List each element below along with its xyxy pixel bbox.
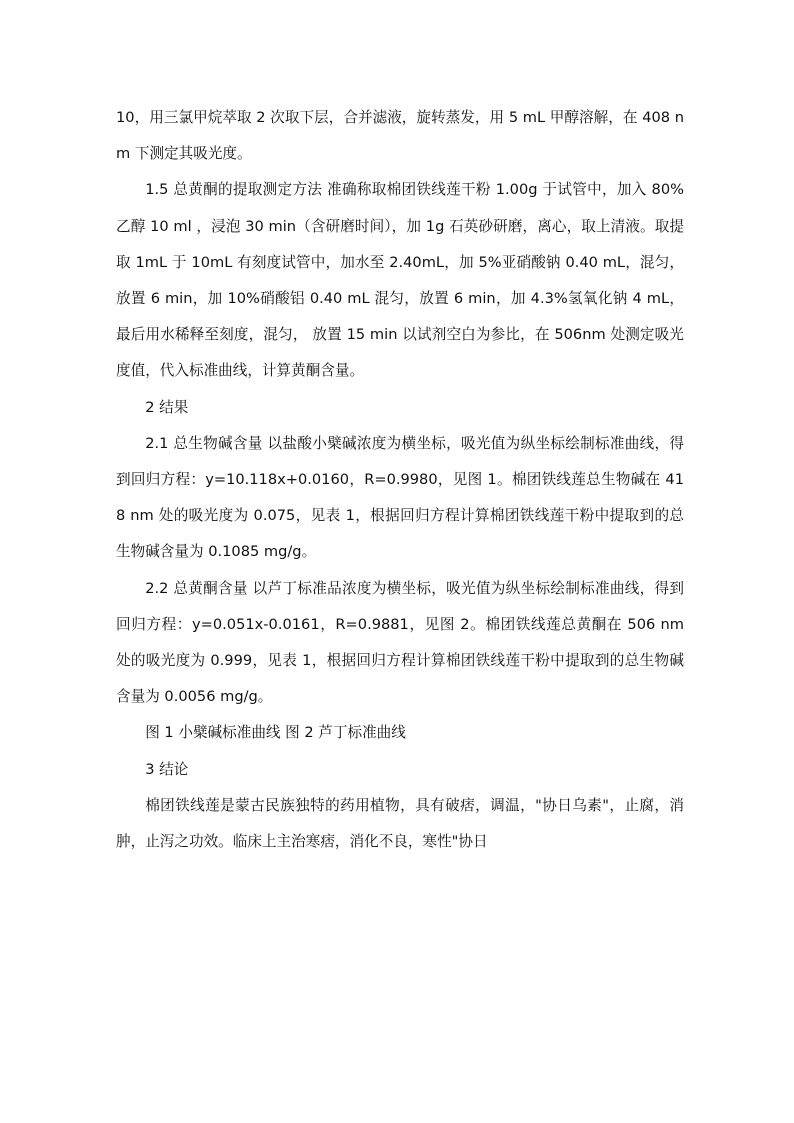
paragraph-conclusion: 棉团铁线莲是蒙古民族独特的药用植物，具有破痞，调温，"协日乌素"，止腐，消肿，止泻之功效。临床上主治寒痞，消化不良，寒性"协日: [116, 796, 684, 851]
section-heading-results: 2 结果: [145, 398, 189, 416]
paragraph-flavonoid-method: 1.5 总黄酮的提取测定方法 准确称取棉团铁线莲干粉 1.00g 于试管中，加入 80%乙醇 10 ml ，浸泡 30 min（含研磨时间），加 1g 石英砂研磨，离心，取上清液。取提取 1mL 于 10mL 有刻度试管中，加水至 2.40mL，加 5%亚硝酸钠 0.40 mL，混匀，放置 6 min，加 10%硝酸铝 0.40 mL 混匀，放置 6 min，加 4.3%氢氧化钠 4 mL，最后用水稀释至刻度，混匀， 放置 15 min 以试剂空白为参比，在 506nm 处测定吸光度值，代入标准曲线，计算黄酮含量。: [116, 181, 684, 380]
paragraph-method-continuation: 10，用三氯甲烷萃取 2 次取下层，合并滤液，旋转蒸发，用 5 mL 甲醇溶解，在 408 nm 下测定其吸光度。: [116, 109, 684, 163]
document-body: [116, 100, 684, 860]
paragraph-total-flavonoid: 2.2 总黄酮含量 以芦丁标准品浓度为横坐标，吸光值为纵坐标绘制标准曲线，得到回归方程：y=0.051x-0.0161，R=0.9881，见图 2。棉团铁线莲总黄酮在 506 nm 处的吸光度为 0.999，见表 1，根据回归方程计算棉团铁线莲干粉中提取到的总生物碱含量为 0.0056 mg/g。: [116, 579, 684, 706]
section-heading-conclusion: 3 结论: [145, 760, 189, 778]
paragraph-total-alkaloid: 2.1 总生物碱含量 以盐酸小檗碱浓度为横坐标，吸光值为纵坐标绘制标准曲线，得到回归方程：y=10.118x+0.0160，R=0.9980，见图 1。棉团铁线莲总生物碱在 418 nm 处的吸光度为 0.075，见表 1，根据回归方程计算棉团铁线莲干粉中提取到的总生物碱含量为 0.1085 mg/g。: [116, 434, 684, 561]
figure-captions: 图 1 小檗碱标准曲线 图 2 芦丁标准曲线: [145, 724, 406, 742]
